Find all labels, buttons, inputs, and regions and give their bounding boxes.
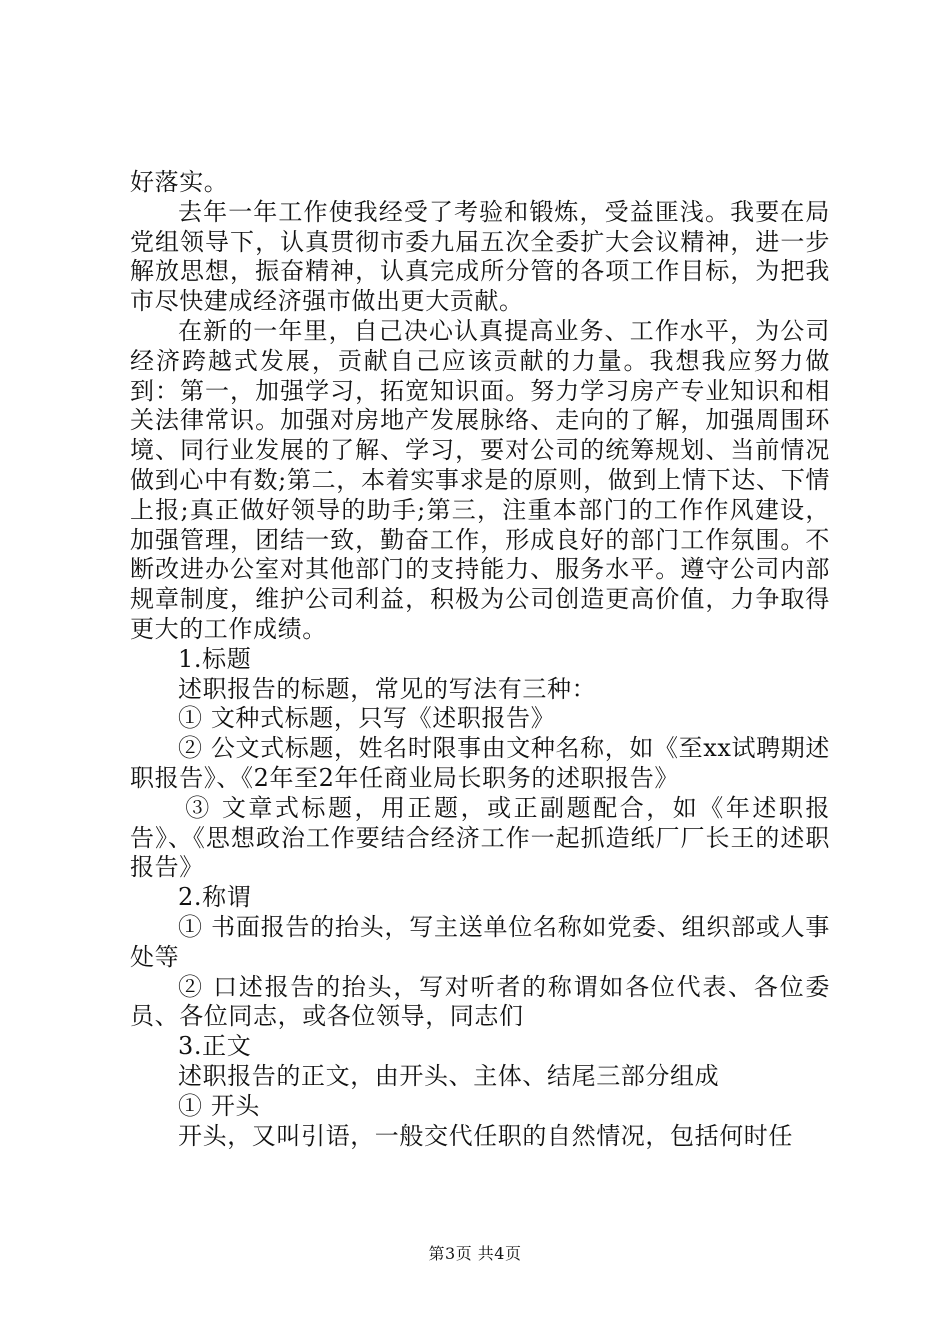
list-item-title-type-1: ① 文种式标题，只写《述职报告》 (178, 704, 556, 733)
heading-title-section: 1.标题 (178, 644, 252, 673)
paragraph-plan: 在新的一年里，自己决心认真提高业务、工作水平，为公司经济跨越式发展，贡献自己应该贡献的力量。我想我应努力做到：第一，加强学习，拓宽知识面。努力学习房产专业知识和相关法律常识。加强对房地产发展脉络、走向的了解，加强周围环境、同行业发展的了解、学习，要对公司的统筹规划、当前情况做到心中有数;第二，本着实事求是的原则，做到上情下达、下情上报;真正做好领导的助手;第三，注重本部门的工作作风建设，加强管理，团结一致，勤奋工作，形成良好的部门工作氛围。不断改进办公室对其他部门的支持能力、服务水平。遵守公司内部规章制度，维护公司利益，积极为公司创造更高价值，力争取得更大的工作成绩。 (130, 316, 830, 643)
list-item-title-type-2: ② 公文式标题，姓名时限事由文种名称，如《至xx试聘期述职报告》、《2年至2年任商业局长职务的述职报告》 (130, 734, 830, 792)
list-item-title-type-3: ③ 文章式标题，用正题，或正副题配合，如《年述职报告》、《思想政治工作要结合经济工作一起抓造纸厂厂长王的述职报告》 (130, 793, 830, 882)
list-item-opening: ① 开头 (178, 1091, 261, 1120)
paragraph-opening-desc: 开头，又叫引语，一般交代任职的自然情况，包括何时任 (178, 1121, 793, 1150)
paragraph-continuation: 好落实。 (130, 168, 229, 196)
heading-body-section: 3.正文 (178, 1032, 252, 1061)
paragraph-review: 去年一年工作使我经受了考验和锻炼，受益匪浅。我要在局党组领导下，认真贯彻市委九届五次全委扩大会议精神，进一步解放思想，振奋精神，认真完成所分管的各项工作目标，为把我市尽快建成经济强市做出更大贡献。 (130, 197, 830, 316)
document-body (130, 168, 830, 1151)
list-item-salutation-written: ① 书面报告的抬头，写主送单位名称如党委、组织部或人事处等 (130, 912, 830, 971)
page-footer: 第3页 共4页 (428, 1244, 522, 1263)
heading-salutation-section: 2.称谓 (178, 883, 252, 912)
list-item-salutation-oral: ② 口述报告的抬头，写对听者的称谓如各位代表、各位委员、各位同志，或各位领导，同志们 (130, 972, 830, 1031)
paragraph-body-intro: 述职报告的正文，由开头、主体、结尾三部分组成 (178, 1061, 720, 1090)
paragraph-title-intro: 述职报告的标题，常见的写法有三种： (178, 674, 597, 703)
